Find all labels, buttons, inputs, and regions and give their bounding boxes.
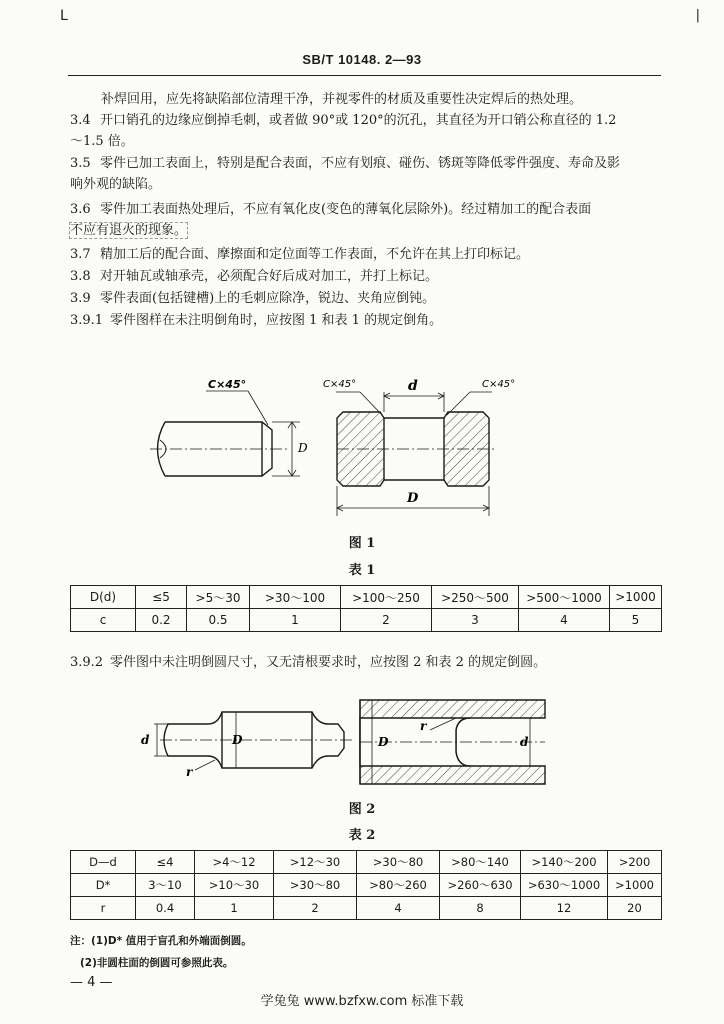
table-cell: >10～30 <box>195 874 274 897</box>
table-cell: 8 <box>440 897 521 920</box>
clause-number: 3.8 <box>70 269 91 284</box>
large-diameter-label: D <box>232 733 243 747</box>
clause-number: 3.9.2 <box>70 655 104 670</box>
page-number: — 4 — <box>70 975 113 990</box>
table-cell: ≤4 <box>136 851 195 874</box>
table-cell: >12～30 <box>274 851 357 874</box>
table-row <box>71 874 662 897</box>
chamfer-label: C×45° <box>208 378 247 391</box>
table-cell: >260～630 <box>440 874 521 897</box>
table-cell: D(d) <box>71 586 136 609</box>
chamfer-label: C×45° <box>323 379 357 390</box>
table-cell: >1000 <box>610 586 662 609</box>
clause-text: 零件加工表面热处理后，不应有氧化皮(变色的薄氧化层除外)。经过精加工的配合表面 <box>100 202 592 217</box>
note-1: 注：(1)D* 值用于盲孔和外端面倒圆。 <box>70 935 252 947</box>
clause-number: 3.7 <box>70 247 91 262</box>
table-cell: >4～12 <box>195 851 274 874</box>
table-cell: 1 <box>195 897 274 920</box>
table-row <box>71 851 662 874</box>
clause-text: 不应有退火的现象。 <box>70 223 188 238</box>
clause-text: 零件已加工表面上，特别是配合表面，不应有划痕、碰伤、锈斑等降低零件强度、寿命及影 <box>100 156 621 171</box>
table-cell: 5 <box>610 609 662 632</box>
table-cell: >140～200 <box>521 851 608 874</box>
radius-label: r <box>420 719 427 733</box>
stepped-shaft-sketch <box>154 712 355 770</box>
chamfer-label: C×45° <box>482 379 516 390</box>
table-cell: >250～500 <box>432 586 519 609</box>
corner-tick: | <box>695 8 700 23</box>
table-row <box>71 897 662 920</box>
clause-text: 零件表面(包括键槽)上的毛刺应除净，锐边、夹角应倒钝。 <box>100 291 436 306</box>
table-2-caption: 表 2 <box>348 828 376 843</box>
table-1-caption: 表 1 <box>348 563 376 578</box>
table-cell: >80～260 <box>357 874 440 897</box>
radius-label: r <box>186 765 193 779</box>
table-cell: ≤5 <box>136 586 187 609</box>
table-cell: >500～1000 <box>519 586 610 609</box>
table-cell: c <box>71 609 136 632</box>
table-cell: D—d <box>71 851 136 874</box>
table-cell: >5～30 <box>187 586 250 609</box>
table-cell: >30～100 <box>250 586 341 609</box>
paragraph-continuation: 补焊回用，应先将缺陷部位清理干净，并视零件的材质及重要性决定焊后的热处理。 <box>101 92 583 107</box>
clause-text: 开口销孔的边缘应倒掉毛刺，或者做 90°或 120°的沉孔，其直径为开口销公称直径的 1.2 <box>100 113 617 128</box>
table-cell: >100～250 <box>341 586 432 609</box>
note-2: (2)非圆柱面的倒圆可参照此表。 <box>80 957 234 969</box>
table-cell: 3 <box>432 609 519 632</box>
clause-text: ～1.5 倍。 <box>70 134 134 149</box>
table-cell: >1000 <box>608 874 662 897</box>
table-cell: r <box>71 897 136 920</box>
table-cell: 4 <box>357 897 440 920</box>
table-cell: 3～10 <box>136 874 195 897</box>
small-diameter-label: d <box>520 735 529 749</box>
diameter-label: D <box>407 491 419 506</box>
clause-text: 对开轴瓦或轴承壳，必须配合好后成对加工，并打上标记。 <box>100 269 439 284</box>
clause-text: 响外观的缺陷。 <box>70 177 162 192</box>
diameter-label: D <box>298 441 308 455</box>
clause-number: 3.9.1 <box>70 313 104 328</box>
large-diameter-label: D <box>378 735 389 749</box>
table-2 <box>70 850 662 920</box>
clause-number: 3.5 <box>70 156 91 171</box>
table-cell: 0.5 <box>187 609 250 632</box>
table-cell: >200 <box>608 851 662 874</box>
table-cell: 0.2 <box>136 609 187 632</box>
table-cell: 20 <box>608 897 662 920</box>
clause-number: 3.6 <box>70 202 91 217</box>
table-notes <box>70 930 252 974</box>
clause-text: 零件图样在未注明倒角时，应按图 1 和表 1 的规定倒角。 <box>110 313 443 328</box>
table-cell: >30～80 <box>357 851 440 874</box>
bore-label: d <box>408 378 418 394</box>
standard-number-header: SB/T 10148. 2—93 <box>302 52 422 67</box>
clause-number: 3.9 <box>70 291 91 306</box>
table-cell: 0.4 <box>136 897 195 920</box>
table-cell: 2 <box>274 897 357 920</box>
small-diameter-label: d <box>141 733 150 747</box>
table-cell: >30～80 <box>274 874 357 897</box>
table-cell: >630～1000 <box>521 874 608 897</box>
table-cell: >80～140 <box>440 851 521 874</box>
watermark-footer: 学兔兔 www.bzfxw.com 标准下载 <box>260 994 464 1009</box>
figure-1-caption: 图 1 <box>348 536 376 551</box>
table-cell: D* <box>71 874 136 897</box>
table-cell: 4 <box>519 609 610 632</box>
clause-number: 3.4 <box>70 113 91 128</box>
clause-text: 精加工后的配合面、摩擦面和定位面等工作表面，不允许在其上打印标记。 <box>100 247 530 262</box>
table-cell: 2 <box>341 609 432 632</box>
clause-text: 零件图中未注明倒圆尺寸，又无清根要求时，应按图 2 和表 2 的规定倒圆。 <box>110 655 547 670</box>
corner-mark: L <box>60 8 68 24</box>
table-cell: 12 <box>521 897 608 920</box>
table-cell: 1 <box>250 609 341 632</box>
figure-2-caption: 图 2 <box>348 802 376 817</box>
